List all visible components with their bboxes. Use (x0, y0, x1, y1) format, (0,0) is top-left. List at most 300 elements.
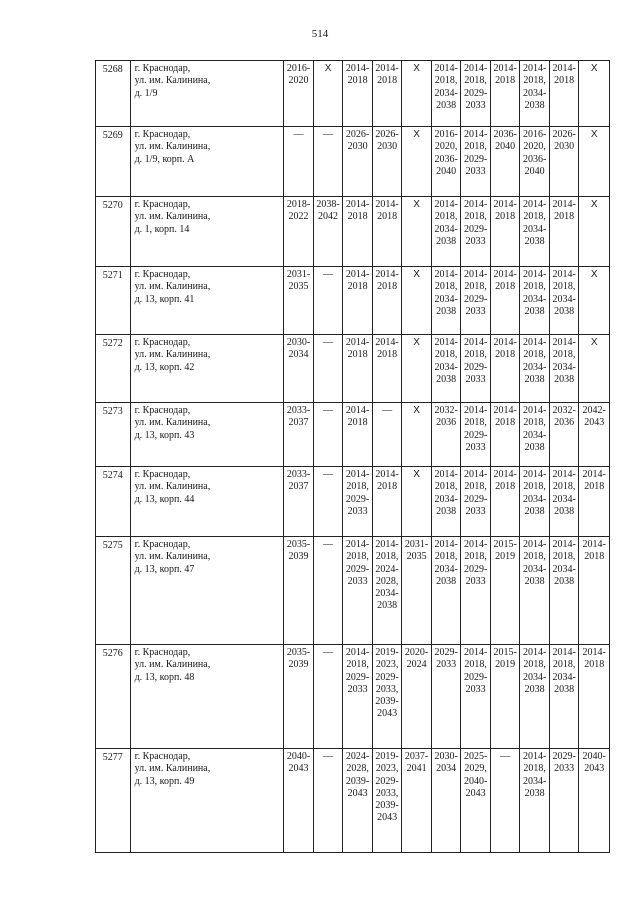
schedule-period-line: 2014- (463, 269, 488, 280)
housing-repair-schedule-table (95, 60, 610, 853)
schedule-period-line: 2024- (345, 751, 370, 762)
schedule-period-line: 2018 (584, 551, 605, 563)
schedule-period-line: 2018, (434, 481, 458, 493)
schedule-period-line: 2036 (436, 417, 457, 429)
schedule-cell (461, 197, 491, 267)
schedule-cell (461, 335, 491, 403)
table-row (96, 197, 610, 267)
schedule-period-line: 2014- (345, 337, 370, 348)
schedule-period-line: 2035 (288, 281, 309, 293)
schedule-cell (343, 467, 373, 537)
schedule-period-line: 2034- (522, 223, 547, 235)
address-line: ул. им. Калинина, (134, 75, 211, 87)
schedule-period-line: 2014- (552, 269, 576, 280)
schedule-period-line: 2018 (495, 417, 516, 429)
table-row (96, 645, 610, 749)
schedule-cell (402, 197, 432, 267)
schedule-period-line: 2038 (524, 99, 545, 111)
schedule-period-line: 2033 (465, 441, 486, 453)
schedule-period-line: 2019 (495, 659, 516, 671)
address-line: ул. им. Калинина, (134, 481, 211, 493)
address-line: ул. им. Калинина, (134, 763, 211, 775)
schedule-period-line: 2043 (288, 763, 309, 775)
schedule-cell (549, 403, 579, 467)
schedule-period-line: 2029- (375, 671, 399, 683)
schedule-period-line: 2038 (524, 373, 545, 385)
schedule-cell (402, 749, 432, 853)
schedule-period-line: 2016- (522, 129, 547, 140)
schedule-period-line: 2029- (552, 751, 576, 762)
schedule-period-line: 2020, (523, 141, 546, 153)
schedule-period-line: 2018, (375, 551, 399, 563)
schedule-period-line: 2014- (522, 751, 547, 762)
schedule-cell (461, 403, 491, 467)
schedule-period-line: 2038 (524, 787, 545, 799)
schedule-period-line: X (413, 337, 420, 348)
schedule-period-line: 2036- (493, 129, 517, 140)
schedule-period-line: 2018, (552, 659, 576, 671)
schedule-period-line: 2033, (375, 787, 399, 799)
schedule-period-line: 2018 (377, 211, 398, 223)
schedule-period-line: 2018 (377, 481, 398, 493)
schedule-period-line: 2015- (493, 647, 517, 658)
schedule-period-line: 2039- (375, 800, 399, 812)
schedule-cell (431, 61, 461, 127)
schedule-cell (490, 267, 520, 335)
schedule-cell (313, 467, 343, 537)
schedule-cell (520, 645, 550, 749)
schedule-period-line: 2038 (554, 373, 575, 385)
address-line: г. Краснодар, (134, 539, 191, 550)
schedule-period-line: 2030 (347, 141, 368, 153)
schedule-cell (372, 197, 402, 267)
schedule-period-line: 2018, (464, 659, 487, 671)
schedule-cell (284, 197, 314, 267)
schedule-period-line: 2033 (436, 659, 457, 671)
schedule-period-line: 2014- (582, 647, 606, 658)
schedule-cell (549, 467, 579, 537)
schedule-cell (579, 749, 610, 853)
schedule-cell (549, 537, 579, 645)
schedule-cell (343, 335, 373, 403)
schedule-period-line: 2014- (552, 63, 576, 74)
schedule-period-line: 2014- (463, 337, 488, 348)
schedule-period-line: 2018, (523, 349, 546, 361)
schedule-period-line: 2040 (495, 141, 516, 153)
schedule-cell (520, 403, 550, 467)
schedule-period-line: 2040 (436, 165, 457, 177)
schedule-period-line: 2038 (436, 235, 457, 247)
schedule-period-line: 2020 (288, 75, 309, 87)
schedule-cell (431, 403, 461, 467)
schedule-cell (431, 335, 461, 403)
schedule-cell (490, 403, 520, 467)
schedule-period-line: 2018 (347, 281, 368, 293)
schedule-period-line: 2043 (584, 417, 605, 429)
schedule-period-line: 2022 (288, 211, 309, 223)
schedule-period-line: 2029- (463, 361, 488, 373)
schedule-period-line: 2014- (522, 199, 547, 210)
schedule-cell (520, 537, 550, 645)
schedule-period-line: 2014- (434, 469, 458, 480)
schedule-period-line: 2038 (554, 575, 575, 587)
schedule-cell (520, 335, 550, 403)
schedule-cell (520, 467, 550, 537)
schedule-cell (402, 537, 432, 645)
schedule-period-line: 2014- (434, 63, 458, 74)
schedule-cell (343, 537, 373, 645)
schedule-period-line: 2040 (524, 165, 545, 177)
schedule-period-line: 2028, (375, 575, 399, 587)
schedule-cell (461, 61, 491, 127)
schedule-period-line: 2014- (345, 269, 370, 280)
address-line: ул. им. Калинина, (134, 349, 211, 361)
schedule-cell (372, 61, 402, 127)
schedule-period-line: 2026- (552, 129, 576, 140)
schedule-period-line: X (590, 129, 598, 140)
schedule-period-line: 2034- (522, 293, 547, 305)
schedule-cell (372, 645, 402, 749)
schedule-cell (431, 127, 461, 197)
schedule-cell (372, 403, 402, 467)
schedule-cell (520, 197, 550, 267)
schedule-period-line: 2018, (464, 281, 487, 293)
schedule-period-line: 2037- (404, 751, 429, 762)
schedule-period-line: 2040- (582, 751, 606, 762)
schedule-period-line: 2029- (463, 293, 488, 305)
table-row (96, 61, 610, 127)
schedule-cell (431, 645, 461, 749)
row-number: 5271 (96, 267, 131, 335)
schedule-cell (343, 267, 373, 335)
schedule-cell (549, 749, 579, 853)
schedule-period-line: 2014- (345, 469, 370, 480)
schedule-period-line: 2014- (375, 269, 399, 280)
schedule-period-line: — (323, 337, 334, 348)
schedule-cell (490, 197, 520, 267)
address-line: ул. им. Калинина, (134, 141, 211, 153)
schedule-period-line: 2014- (493, 269, 517, 280)
schedule-period-line: 2014- (552, 337, 576, 348)
schedule-period-line: — (500, 751, 511, 762)
row-number: 5269 (96, 127, 131, 197)
schedule-period-line: 2035- (286, 647, 311, 658)
schedule-cell (579, 537, 610, 645)
schedule-period-line: 2032- (434, 405, 458, 416)
schedule-period-line: 2014- (582, 539, 606, 550)
address-cell (130, 267, 284, 335)
schedule-cell (343, 403, 373, 467)
schedule-period-line: 2018 (584, 659, 605, 671)
schedule-period-line: 2030- (434, 751, 458, 762)
schedule-cell (313, 267, 343, 335)
schedule-period-line: 2018, (464, 141, 487, 153)
schedule-period-line: 2029- (345, 671, 370, 683)
schedule-period-line: X (413, 129, 420, 140)
schedule-period-line: 2014- (463, 469, 488, 480)
schedule-period-line: 2018 (377, 281, 398, 293)
schedule-period-line: 2014- (463, 63, 488, 74)
schedule-period-line: 2018 (377, 349, 398, 361)
schedule-cell (284, 267, 314, 335)
schedule-period-line: 2018 (554, 211, 575, 223)
schedule-period-line: 2039 (288, 659, 309, 671)
schedule-period-line: 2018, (523, 281, 546, 293)
schedule-period-line: 2033 (465, 235, 486, 247)
schedule-cell (579, 645, 610, 749)
schedule-period-line: 2034- (522, 775, 547, 787)
schedule-period-line: 2034- (434, 293, 458, 305)
schedule-cell (490, 645, 520, 749)
schedule-period-line: 2014- (375, 469, 399, 480)
schedule-cell (284, 467, 314, 537)
schedule-period-line: 2033- (286, 469, 311, 480)
schedule-cell (402, 267, 432, 335)
schedule-period-line: 2018 (495, 481, 516, 493)
schedule-period-line: 2029- (375, 775, 399, 787)
row-number: 5275 (96, 537, 131, 645)
schedule-period-line: 2040- (286, 751, 311, 762)
schedule-cell (490, 127, 520, 197)
schedule-period-line: 2014- (552, 647, 576, 658)
address-line: г. Краснодар, (134, 751, 191, 762)
schedule-cell (579, 267, 610, 335)
schedule-cell (490, 749, 520, 853)
schedule-period-line: 2038 (436, 373, 457, 385)
schedule-cell (549, 645, 579, 749)
address-line: д. 13, корп. 44 (134, 493, 195, 505)
schedule-period-line: 2029- (463, 671, 488, 683)
schedule-cell (579, 403, 610, 467)
address-cell (130, 403, 284, 467)
schedule-period-line: 2018, (464, 349, 487, 361)
schedule-period-line: 2014- (493, 469, 517, 480)
schedule-period-line: 2014- (522, 647, 547, 658)
schedule-cell (579, 335, 610, 403)
address-line: д. 1, корп. 14 (134, 223, 190, 235)
schedule-period-line: 2043 (584, 763, 605, 775)
schedule-period-line: 2030 (377, 141, 398, 153)
schedule-period-line: 2038 (524, 441, 545, 453)
schedule-period-line: X (590, 337, 598, 348)
schedule-period-line: 2024- (375, 563, 399, 575)
schedule-period-line: 2016- (286, 63, 311, 74)
schedule-period-line: 2018, (523, 75, 546, 87)
schedule-period-line: 2033 (347, 683, 368, 695)
schedule-period-line: 2018, (523, 763, 546, 775)
address-line: ул. им. Калинина, (134, 551, 211, 563)
table-row (96, 467, 610, 537)
address-line: г. Краснодар, (134, 337, 191, 348)
schedule-cell (579, 197, 610, 267)
schedule-cell (579, 467, 610, 537)
schedule-period-line: 2018 (347, 75, 368, 87)
address-line: ул. им. Калинина, (134, 659, 211, 671)
schedule-cell (284, 645, 314, 749)
schedule-period-line: 2034- (552, 563, 576, 575)
address-cell (130, 127, 284, 197)
schedule-period-line: 2018, (434, 281, 458, 293)
schedule-period-line: 2018, (434, 211, 458, 223)
schedule-period-line: 2014- (345, 405, 370, 416)
schedule-cell (284, 61, 314, 127)
schedule-period-line: 2018, (464, 481, 487, 493)
schedule-period-line: 2018, (434, 349, 458, 361)
schedule-cell (520, 127, 550, 197)
row-number: 5268 (96, 61, 131, 127)
schedule-period-line: 2029- (463, 153, 488, 165)
row-number: 5272 (96, 335, 131, 403)
address-line: д. 13, корп. 43 (134, 429, 195, 441)
schedule-period-line: 2029- (463, 493, 488, 505)
schedule-period-line: 2043 (377, 708, 398, 720)
schedule-period-line: 2018 (495, 211, 516, 223)
schedule-cell (549, 197, 579, 267)
schedule-period-line: 2014- (552, 199, 576, 210)
address-cell (130, 197, 284, 267)
schedule-period-line: 2018 (347, 349, 368, 361)
schedule-period-line: 2014- (345, 63, 370, 74)
schedule-period-line: 2038 (436, 305, 457, 317)
schedule-period-line: 2020, (434, 141, 458, 153)
schedule-period-line: 2018, (552, 281, 576, 293)
row-number: 5277 (96, 749, 131, 853)
schedule-period-line: 2032- (552, 405, 576, 416)
schedule-period-line: 2019 (495, 551, 516, 563)
schedule-period-line: 2034- (375, 588, 399, 600)
schedule-cell (402, 335, 432, 403)
schedule-period-line: 2018 (347, 211, 368, 223)
schedule-period-line: 2014- (375, 337, 399, 348)
schedule-cell (431, 749, 461, 853)
schedule-cell (372, 127, 402, 197)
schedule-period-line: 2026- (345, 129, 370, 140)
schedule-cell (313, 645, 343, 749)
schedule-period-line: 2018, (523, 481, 546, 493)
address-cell (130, 61, 284, 127)
schedule-period-line: 2023, (375, 659, 399, 671)
schedule-period-line: 2033 (465, 99, 486, 111)
schedule-period-line: 2029- (434, 647, 458, 658)
schedule-period-line: X (413, 469, 420, 480)
schedule-period-line: 2034- (552, 671, 576, 683)
address-line: д. 13, корп. 41 (134, 293, 195, 305)
address-line: г. Краснодар, (134, 199, 191, 210)
schedule-cell (372, 749, 402, 853)
schedule-period-line: 2029- (345, 493, 370, 505)
schedule-period-line: — (323, 647, 334, 658)
address-line: ул. им. Калинина, (134, 211, 211, 223)
schedule-period-line: 2034- (434, 87, 458, 99)
schedule-period-line: — (323, 405, 334, 416)
schedule-period-line: 2014- (493, 405, 517, 416)
schedule-period-line: 2018, (523, 551, 546, 563)
schedule-period-line: 2018, (464, 551, 487, 563)
schedule-period-line: — (323, 539, 334, 550)
schedule-period-line: 2036- (434, 153, 458, 165)
schedule-cell (520, 61, 550, 127)
address-line: г. Краснодар, (134, 469, 191, 480)
schedule-period-line: 2014- (345, 647, 370, 658)
schedule-period-line: X (413, 405, 420, 416)
schedule-cell (343, 645, 373, 749)
schedule-cell (372, 537, 402, 645)
schedule-period-line: 2030- (286, 337, 311, 348)
schedule-period-line: 2033 (554, 763, 575, 775)
schedule-period-line: 2029- (463, 429, 488, 441)
schedule-cell (461, 127, 491, 197)
schedule-period-line: — (323, 269, 334, 280)
table-row (96, 127, 610, 197)
schedule-period-line: — (323, 751, 334, 762)
schedule-period-line: 2014- (522, 405, 547, 416)
schedule-cell (431, 267, 461, 335)
schedule-period-line: 2029, (464, 763, 487, 775)
schedule-period-line: 2036- (522, 153, 547, 165)
address-line: г. Краснодар, (134, 405, 191, 416)
schedule-cell (313, 403, 343, 467)
schedule-period-line: 2029- (463, 223, 488, 235)
schedule-cell (402, 645, 432, 749)
schedule-period-line: 2043 (377, 812, 398, 824)
schedule-cell (431, 537, 461, 645)
schedule-period-line: 2037 (288, 417, 309, 429)
schedule-cell (461, 645, 491, 749)
schedule-period-line: 2031- (286, 269, 311, 280)
schedule-period-line: 2034- (434, 563, 458, 575)
row-number: 5270 (96, 197, 131, 267)
address-line: д. 1/9 (134, 87, 158, 99)
schedule-period-line: 2018, (523, 211, 546, 223)
schedule-cell (461, 537, 491, 645)
schedule-period-line: X (324, 63, 332, 74)
schedule-cell (284, 127, 314, 197)
schedule-period-line: 2034- (522, 429, 547, 441)
schedule-period-line: 2038 (436, 99, 457, 111)
schedule-period-line: 2036 (554, 417, 575, 429)
schedule-period-line: 2026- (375, 129, 399, 140)
schedule-period-line: 2018 (495, 281, 516, 293)
schedule-period-line: 2014- (375, 63, 399, 74)
table-row (96, 267, 610, 335)
schedule-period-line: 2033 (465, 165, 486, 177)
schedule-period-line: 2038 (524, 505, 545, 517)
schedule-period-line: 2038 (524, 575, 545, 587)
schedule-period-line: 2018, (552, 551, 576, 563)
schedule-period-line: 2018- (286, 199, 311, 210)
schedule-period-line: 2042 (318, 211, 339, 223)
schedule-cell (372, 267, 402, 335)
row-number: 5276 (96, 645, 131, 749)
schedule-period-line: 2014- (522, 469, 547, 480)
schedule-cell (313, 749, 343, 853)
schedule-period-line: 2018 (495, 75, 516, 87)
schedule-period-line: 2020- (404, 647, 429, 658)
schedule-period-line: 2018, (552, 481, 576, 493)
schedule-cell (461, 749, 491, 853)
schedule-period-line: 2018, (464, 211, 487, 223)
schedule-period-line: 2034- (522, 493, 547, 505)
schedule-period-line: 2014- (493, 63, 517, 74)
schedule-period-line: 2018, (346, 481, 369, 493)
schedule-period-line: 2038 (524, 235, 545, 247)
schedule-period-line: 2014- (493, 199, 517, 210)
schedule-period-line: 2038 (554, 683, 575, 695)
schedule-period-line: 2038 (554, 505, 575, 517)
schedule-period-line: 2014- (463, 129, 488, 140)
schedule-period-line: 2014- (345, 199, 370, 210)
schedule-cell (313, 61, 343, 127)
